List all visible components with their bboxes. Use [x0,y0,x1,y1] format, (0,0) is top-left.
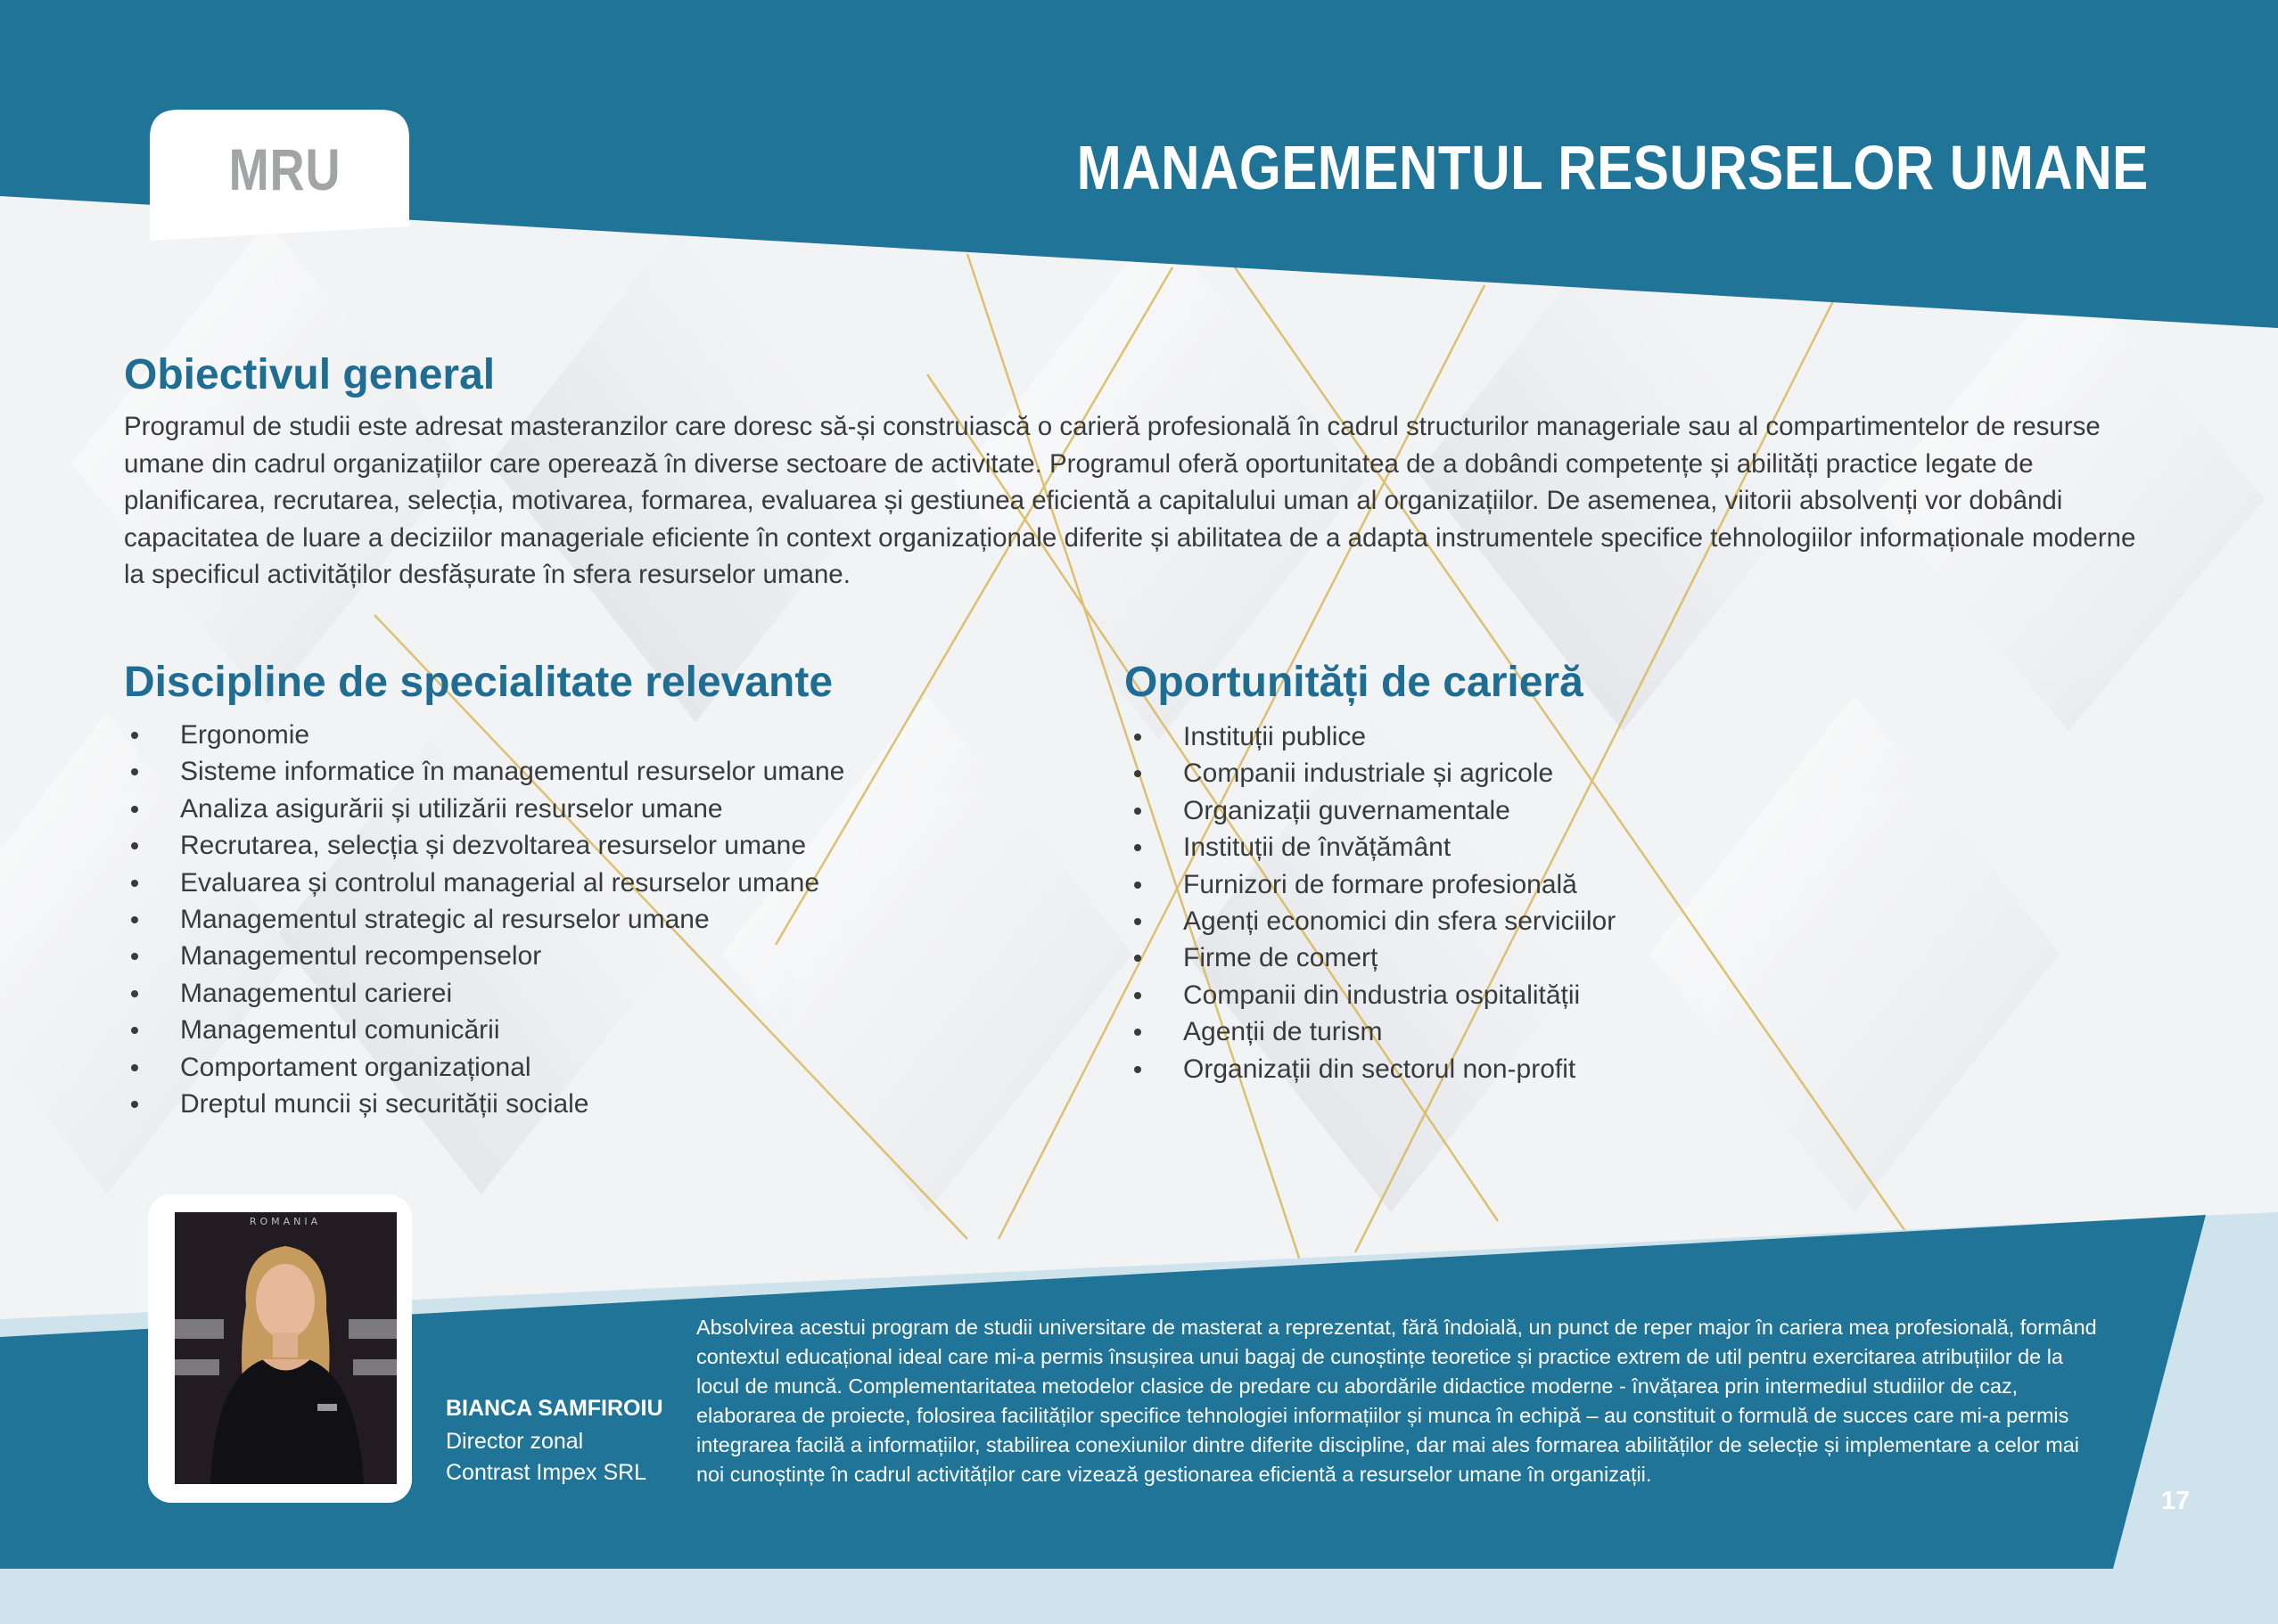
discipline-item [124,938,844,974]
disciplines-list [124,717,844,1122]
career-item-label: Firme de comerț [1183,943,1378,973]
testimonial-role: Director zonal [446,1429,584,1454]
bullet-icon [131,1027,138,1034]
career-item-label: Furnizori de formare profesională [1183,869,1577,899]
bullet-icon [1134,918,1141,925]
objective-heading: Obiectivul general [124,351,496,398]
bullet-icon [131,990,138,997]
career-item-label: Instituții publice [1183,722,1367,751]
career-item [1127,792,1616,829]
photo-card [148,1194,412,1503]
discipline-item-label: Comportament organizațional [180,1052,531,1082]
bullet-icon [1134,844,1141,851]
discipline-item-label: Analiza asigurării și utilizării resurselor umane [180,793,723,824]
career-item [1127,866,1616,903]
bullet-icon [1134,1029,1141,1036]
testimonial-text: Absolvirea acestui program de studii universitare de masterat a reprezentat, fără îndoială, un punct de reper major în cariera mea profesională, formând contextul educațional ideal care mi-a permis însușirea unui bagaj de cunoștințe teoretice și practice extrem de util pentru exercitarea atribuțiilor de la locul de muncă. Complementaritatea metodelor clasice de predare cu abordările didactice moderne - învățarea prin intermediul studiilor de caz, elaborarea de proiecte, folosirea facilităților specifice tehnologiei informațiilor și munca în echipă – au constituit o formulă de succes care mi-a permis integrarea facilă a informațiilor, stabilirea conexiunilor dintre diferite discipline, dar mai ales formarea abilităților de selecție și implementare a celor mai noi cunoștințe în cadrul activităților care vizează gestionarea eficientă a resurselor umane în organizații. [696,1316,2097,1486]
career-item [1127,939,1616,976]
career-item-label: Organizații din sectorul non-profit [1183,1054,1576,1084]
career-item [1127,718,1616,755]
career-item [1127,829,1616,865]
bullet-icon [131,1101,138,1108]
person-photo-illustration [175,1212,397,1484]
career-item-label: Agenți economici din sfera serviciilor [1183,906,1616,936]
bullet-icon [1134,734,1141,741]
discipline-item [124,901,844,938]
career-item [1127,1051,1616,1087]
svg-text:ROMANIA: ROMANIA [249,1216,322,1227]
discipline-item-label: Recrutarea, selecția și dezvoltarea resurselor umane [180,831,806,861]
disciplines-heading: Discipline de specialitate relevante [124,659,834,706]
bullet-icon [1134,1066,1141,1073]
discipline-item [124,975,844,1012]
career-item [1127,903,1616,939]
career-item-label: Organizații guvernamentale [1183,795,1510,825]
bullet-icon [131,880,138,887]
discipline-item-label: Ergonomie [180,720,310,750]
page-title: MANAGEMENTUL RESURSELOR UMANE [1076,133,2149,202]
career-item-label: Companii din industria ospitalității [1183,980,1581,1010]
discipline-item [124,753,844,790]
bullet-icon [131,732,138,739]
bullet-icon [1134,770,1141,777]
bullet-icon [1134,808,1141,815]
testimonial-photo [175,1212,397,1484]
bullet-icon [1134,882,1141,889]
discipline-item [124,1049,844,1086]
discipline-item-label: Managementul comunicării [180,1015,500,1046]
bullet-icon [131,1064,138,1071]
career-item [1127,755,1616,791]
tab-label-mru: MRU [228,136,341,202]
objective-paragraph: Programul de studii este adresat masteranzilor care doresc să-și construiască o carieră profesională în cadrul structurilor manageriale sau al compartimentelor de resurse umane din cadrul organizațiilor care operează în diverse sectoare de activitate. Programul oferă oportunitatea de a dobândi competențe și abilități practice legate de planificarea, recrutarea, selecția, motivarea, formarea, evaluarea și gestiunea eficientă a capitalului uman al organizațiilor. De asemenea, viitorii absolvenți vor dobândi capacitatea de luare a deciziilor manageriale eficiente în context organizaționale diferite și abilitatea de a adapta instrumentele specifice tehnologiilor informaționale moderne la specificul activităților desfășurate în sfera resurselor umane. [124,412,2136,589]
careers-heading: Oportunități de carieră [1124,659,1583,706]
discipline-item [124,1086,844,1122]
career-item-label: Companii industriale și agricole [1183,759,1554,789]
bullet-icon [131,768,138,775]
bullet-icon [131,916,138,923]
bullet-icon [131,806,138,813]
page-number: 17 [2160,1487,2191,1515]
bullet-icon [1134,992,1141,999]
discipline-item-label: Dreptul muncii și securității sociale [180,1088,589,1119]
discipline-item [124,865,844,901]
discipline-item-label: Managementul recompenselor [180,941,542,972]
testimonial-name: BIANCA SAMFIROIU [446,1396,663,1421]
bullet-icon [131,953,138,960]
discipline-item [124,791,844,827]
career-item [1127,977,1616,1013]
discipline-item-label: Sisteme informatice în managementul resurselor umane [180,757,845,787]
testimonial-company: Contrast Impex SRL [446,1460,647,1485]
discipline-item [124,1012,844,1048]
career-item-label: Instituții de învățământ [1183,833,1452,863]
careers-list [1127,718,1616,1087]
discipline-item-label: Managementul strategic al resurselor umane [180,904,710,934]
discipline-item-label: Evaluarea și controlul managerial al resurselor umane [180,867,820,898]
career-item [1127,1013,1616,1050]
bullet-icon [1134,955,1141,962]
bullet-icon [131,842,138,849]
discipline-item [124,717,844,753]
career-item-label: Agenții de turism [1183,1017,1383,1047]
discipline-item [124,827,844,864]
discipline-item-label: Managementul carierei [180,978,453,1008]
